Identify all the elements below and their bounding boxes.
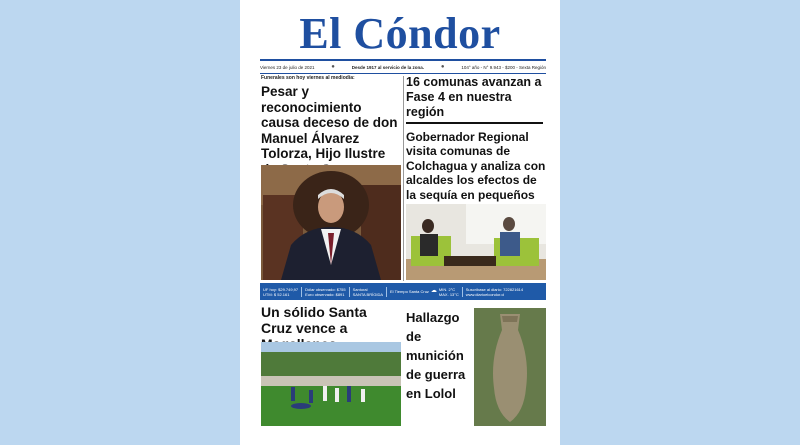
- dateline-date: Viernes 23 de julio de 2021: [260, 64, 315, 70]
- headline-underline: [406, 122, 543, 124]
- right-column: [406, 75, 546, 217]
- ticker-euro: Euro observado: $891: [305, 291, 345, 297]
- santoral-label: Santoral: [352, 286, 368, 292]
- column-separator: [403, 76, 404, 281]
- ticker-dolar: Dólar observado: $755: [305, 286, 346, 292]
- ticker-santoral: [350, 287, 387, 297]
- newspaper-front-page: [240, 0, 560, 445]
- dateline-rule: [260, 73, 546, 74]
- phase4-headline[interactable]: 16 comunas avanzan a Fase 4 en nuestra región: [406, 75, 542, 119]
- football-headline[interactable]: Un sólido Santa Cruz vence a: [261, 304, 367, 336]
- bullet-icon: ●: [440, 64, 445, 70]
- lead-story: [261, 75, 401, 177]
- lead-headline[interactable]: Pesar y reconocimiento causa deceso de don Manuel Álvarez Tolorza, Hijo Ilustre: [261, 84, 398, 161]
- ticker-uf: UF hoy: $29.749,97: [263, 286, 299, 292]
- ticker-utm: UTM: $ 52.161: [263, 291, 290, 297]
- lead-kicker: Funerales son hoy viernes al mediodía:: [261, 75, 355, 81]
- contact-phone: Suscríbase al diario: 722821614: [465, 286, 524, 292]
- munition-headline[interactable]: Hallazgo de munición de guerra en Lolol: [406, 310, 466, 401]
- lead-photo-portrait: [261, 165, 401, 280]
- info-ticker-bar: [260, 283, 546, 300]
- ticker-weather: [387, 287, 463, 297]
- santoral-name: SANTA BRÍGIDA: [352, 291, 384, 297]
- dateline: [260, 62, 546, 72]
- dateline-edition: 104° año - N° 9.943 - $200 - Sexta Región: [461, 64, 546, 70]
- football-photo: [261, 342, 401, 426]
- ticker-contact: [463, 287, 526, 297]
- governor-meeting-photo: [406, 204, 546, 280]
- ticker-indicators: [260, 287, 302, 297]
- dateline-motto: Desde 1917 al servicio de la zona.: [351, 64, 425, 70]
- governor-headline[interactable]: Gobernador Regional visita comunas de Colchagua y analiza con alcaldes los efectos de la sequía en pequeños: [406, 129, 546, 202]
- bullet-icon: ●: [331, 64, 335, 70]
- ticker-currency: [302, 287, 349, 297]
- masthead-rule: [260, 59, 546, 61]
- weather-label: El Tiempo Santa Cruz: [390, 289, 429, 294]
- masthead-title: El Cóndor: [299, 9, 501, 58]
- weather-min: MIN. 2°C: [438, 286, 456, 292]
- cloud-icon: ☁: [430, 288, 437, 294]
- contact-web[interactable]: www.diarioelcondor.cl: [465, 291, 505, 297]
- munition-photo: [474, 308, 546, 426]
- weather-max: MAX. 13°C: [438, 291, 459, 297]
